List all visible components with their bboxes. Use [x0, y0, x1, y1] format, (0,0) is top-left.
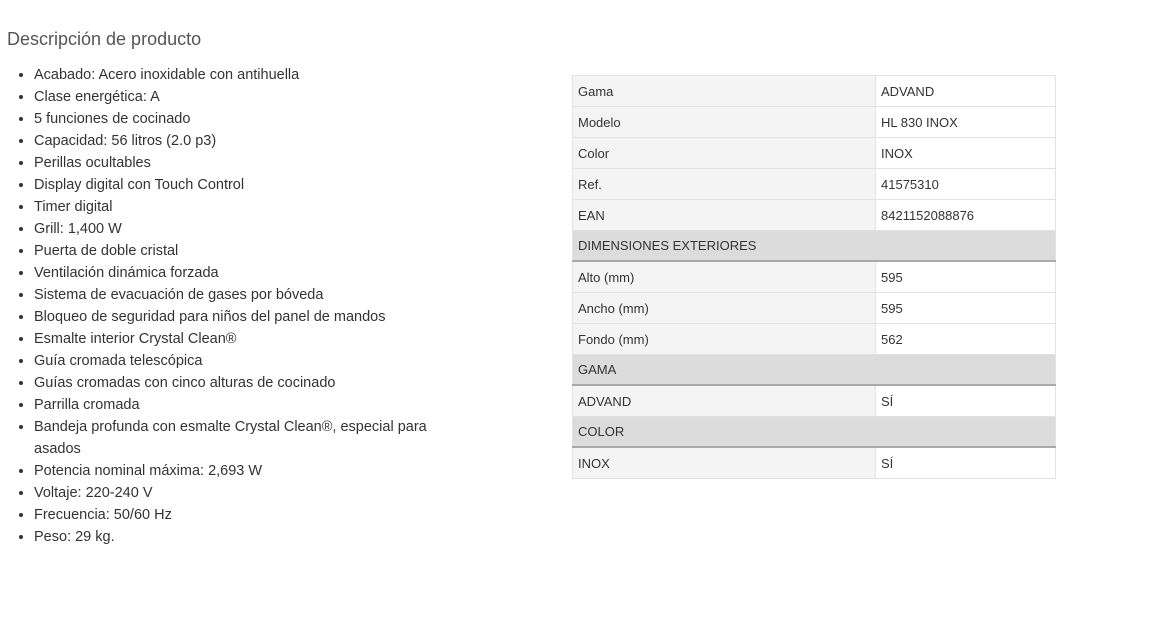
- spec-label: Ref.: [573, 169, 876, 200]
- spec-row: [573, 107, 1056, 138]
- feature-item: • Bandeja profunda con esmalte Crystal Clean®, especial para asados: [34, 416, 474, 460]
- spec-label: EAN: [573, 200, 876, 231]
- spec-value: INOX: [876, 138, 1056, 169]
- spec-value: SÍ: [876, 385, 1056, 417]
- feature-item: • Grill: 1,400 W: [34, 218, 474, 240]
- spec-row: [573, 293, 1056, 324]
- feature-item: • Sistema de evacuación de gases por bóveda: [34, 284, 474, 306]
- spec-label: Color: [573, 138, 876, 169]
- section-header-gama: GAMA: [573, 355, 1056, 386]
- spec-value: 562: [876, 324, 1056, 355]
- feature-item: • Parrilla cromada: [34, 394, 474, 416]
- spec-value: 595: [876, 261, 1056, 293]
- spec-label: INOX: [573, 447, 876, 479]
- feature-list: [15, 64, 474, 548]
- feature-item: • Peso: 29 kg.: [34, 526, 474, 548]
- feature-item: • Timer digital: [34, 196, 474, 218]
- spec-value: 595: [876, 293, 1056, 324]
- spec-row: [573, 261, 1056, 293]
- feature-item: • 5 funciones de cocinado: [34, 108, 474, 130]
- spec-row: [573, 447, 1056, 479]
- feature-item: • Bloqueo de seguridad para niños del panel de mandos: [34, 306, 474, 328]
- spec-label: Fondo (mm): [573, 324, 876, 355]
- section-header-row: [573, 417, 1056, 448]
- spec-row: [573, 385, 1056, 417]
- spec-row: [573, 324, 1056, 355]
- spec-value: HL 830 INOX: [876, 107, 1056, 138]
- feature-item: • Guías cromadas con cinco alturas de cocinado: [34, 372, 474, 394]
- feature-item: • Capacidad: 56 litros (2.0 p3): [34, 130, 474, 152]
- spec-value: 8421152088876: [876, 200, 1056, 231]
- spec-value: ADVAND: [876, 76, 1056, 107]
- spec-row: [573, 138, 1056, 169]
- feature-item: • Display digital con Touch Control: [34, 174, 474, 196]
- spec-label: Ancho (mm): [573, 293, 876, 324]
- section-header-row: [573, 231, 1056, 262]
- spec-label: ADVAND: [573, 385, 876, 417]
- spec-value: SÍ: [876, 447, 1056, 479]
- feature-item: • Frecuencia: 50/60 Hz: [34, 504, 474, 526]
- feature-item: • Guía cromada telescópica: [34, 350, 474, 372]
- spec-value: 41575310: [876, 169, 1056, 200]
- feature-item: • Perillas ocultables: [34, 152, 474, 174]
- feature-item: • Esmalte interior Crystal Clean®: [34, 328, 474, 350]
- page-title: Descripción de producto: [7, 29, 202, 49]
- section-header-color: COLOR: [573, 417, 1056, 448]
- feature-item: • Acabado: Acero inoxidable con antihuella: [34, 64, 474, 86]
- feature-item: • Clase energética: A: [34, 86, 474, 108]
- feature-item: • Puerta de doble cristal: [34, 240, 474, 262]
- spec-label: Gama: [573, 76, 876, 107]
- section-header-dimensions: DIMENSIONES EXTERIORES: [573, 231, 1056, 262]
- feature-item: • Ventilación dinámica forzada: [34, 262, 474, 284]
- feature-item: • Potencia nominal máxima: 2,693 W: [34, 460, 474, 482]
- section-header-row: [573, 355, 1056, 386]
- spec-table: [572, 75, 1056, 479]
- spec-label: Alto (mm): [573, 261, 876, 293]
- spec-row: [573, 169, 1056, 200]
- spec-row: [573, 200, 1056, 231]
- spec-row: [573, 76, 1056, 107]
- feature-item: • Voltaje: 220-240 V: [34, 482, 474, 504]
- spec-label: Modelo: [573, 107, 876, 138]
